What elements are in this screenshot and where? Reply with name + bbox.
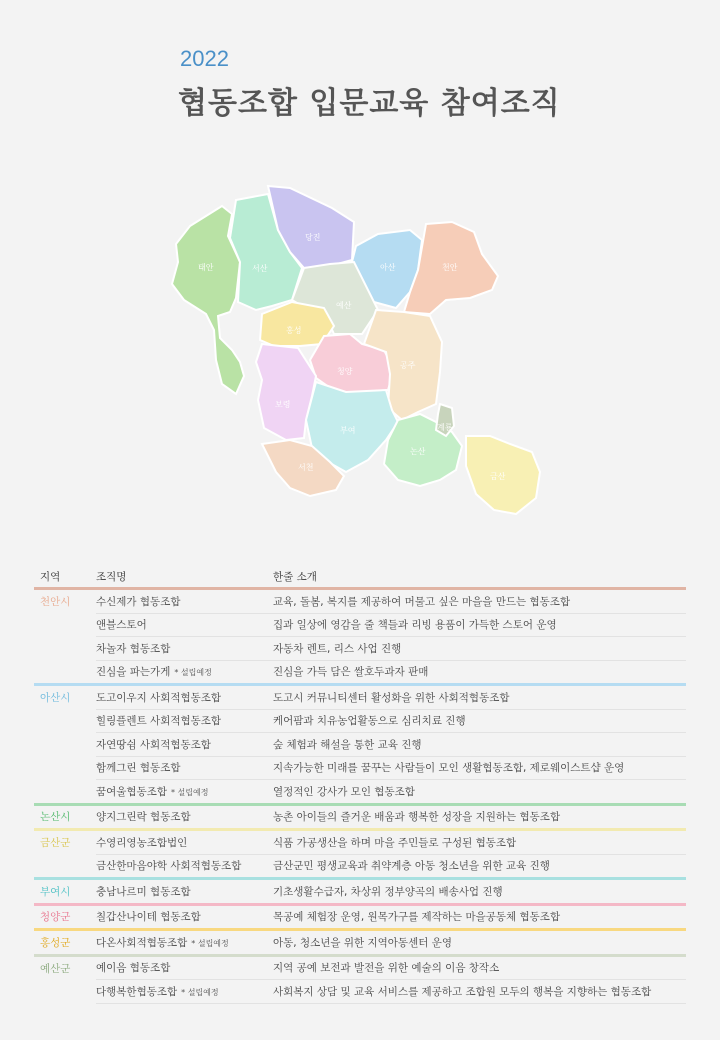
table-row bbox=[34, 854, 686, 879]
org-cell bbox=[96, 980, 273, 1004]
org-name: 힐링플렌트 사회적협동조합 bbox=[96, 715, 222, 728]
table-row bbox=[34, 660, 686, 685]
region-cell bbox=[34, 709, 96, 733]
org-name: 충남나르미 협동조합 bbox=[96, 885, 191, 898]
map-label-geumsan: 금산 bbox=[490, 472, 506, 481]
page-title: 협동조합 입문교육 참여조직 bbox=[178, 86, 561, 121]
table-body bbox=[34, 589, 686, 1004]
desc-cell: 교육, 돌봄, 복지를 제공하여 머물고 싶은 마을을 만드는 협동조합 bbox=[273, 589, 686, 614]
org-name: 금산한마음야학 사회적협동조합 bbox=[96, 860, 242, 873]
org-cell bbox=[96, 589, 273, 614]
map-label-cheonan: 천안 bbox=[442, 263, 458, 272]
table-row bbox=[34, 589, 686, 614]
desc-cell: 도고시 커뮤니티센터 활성화을 위한 사회적협동조합 bbox=[273, 685, 686, 710]
org-name: 수신제가 협동조합 bbox=[96, 595, 181, 608]
desc-cell: 지속가능한 미래를 꿈꾸는 사람들이 모인 생활협동조합, 제로웨이스트샵 운영 bbox=[273, 756, 686, 780]
region-cell: 홍성군 bbox=[34, 930, 96, 956]
org-cell bbox=[96, 830, 273, 855]
table-row bbox=[34, 709, 686, 733]
desc-cell: 숲 체험과 해설을 통한 교육 진행 bbox=[273, 733, 686, 757]
org-name: 칠갑산나이테 협동조합 bbox=[96, 911, 201, 924]
planned-note: * 설립예정 bbox=[174, 668, 212, 678]
org-name: 진심을 파는가게 bbox=[96, 666, 171, 679]
region-cell: 부여시 bbox=[34, 879, 96, 905]
region-cell: 천안시 bbox=[34, 589, 96, 614]
org-table bbox=[34, 565, 686, 1004]
desc-cell: 식품 가공생산을 하며 마을 주민들로 구성된 협동조합 bbox=[273, 830, 686, 855]
org-name: 양지그린락 협동조합 bbox=[96, 811, 191, 824]
planned-note: * 설립예정 bbox=[191, 938, 229, 948]
org-cell bbox=[96, 613, 273, 637]
table-row bbox=[34, 637, 686, 661]
org-cell bbox=[96, 804, 273, 830]
map-label-taean: 태안 bbox=[198, 263, 214, 272]
region-cell bbox=[34, 854, 96, 879]
desc-cell: 농촌 아이들의 즐거운 배움과 행복한 성장을 지원하는 협동조합 bbox=[273, 804, 686, 830]
map-label-yesan: 예산 bbox=[336, 301, 352, 310]
region-cell bbox=[34, 733, 96, 757]
desc-cell: 아동, 청소년을 위한 지역아동센터 운영 bbox=[273, 930, 686, 956]
region-cell bbox=[34, 780, 96, 805]
table-row bbox=[34, 980, 686, 1004]
org-cell bbox=[96, 637, 273, 661]
table-row bbox=[34, 830, 686, 855]
org-cell bbox=[96, 955, 273, 980]
map-label-seocheon: 서천 bbox=[298, 463, 314, 472]
table-row bbox=[34, 879, 686, 905]
org-name: 앤블스토어 bbox=[96, 619, 147, 632]
map-label-asan: 아산 bbox=[380, 263, 396, 272]
org-cell bbox=[96, 879, 273, 905]
map-label-gyeryong: 계룡 bbox=[437, 423, 453, 432]
map-label-gongju: 공주 bbox=[400, 361, 416, 370]
org-cell bbox=[96, 930, 273, 956]
map-label-boryeong: 보령 bbox=[275, 400, 291, 409]
year-label: 2022 bbox=[180, 46, 229, 71]
org-cell bbox=[96, 756, 273, 780]
org-name: 다온사회적협동조합 bbox=[96, 936, 188, 949]
region-cell: 금산군 bbox=[34, 830, 96, 855]
org-name: 예이음 협동조합 bbox=[96, 962, 171, 975]
table-row bbox=[34, 613, 686, 637]
desc-cell: 지역 공예 보전과 발전을 위한 예술의 이음 창작소 bbox=[273, 955, 686, 980]
desc-cell: 케어팜과 치유농업활동으로 심리치료 진행 bbox=[273, 709, 686, 733]
map-label-cheongyang: 청양 bbox=[337, 367, 353, 376]
desc-cell: 사회복지 상담 및 교육 서비스를 제공하고 조합원 모두의 행복을 지향하는 협동조합 bbox=[273, 980, 686, 1004]
org-cell bbox=[96, 780, 273, 805]
table-row bbox=[34, 930, 686, 956]
region-cell: 청양군 bbox=[34, 904, 96, 930]
desc-cell: 진심을 가득 담은 쌀호두과자 판매 bbox=[273, 660, 686, 685]
header-desc: 한줄 소개 bbox=[273, 570, 317, 583]
org-name: 도고이우지 사회적협동조합 bbox=[96, 691, 222, 704]
desc-cell: 목공예 체험장 운영, 원목가구를 제작하는 마을공동체 협동조합 bbox=[273, 904, 686, 930]
region-cell bbox=[34, 756, 96, 780]
org-name: 차놀자 협동조합 bbox=[96, 642, 171, 655]
table-row bbox=[34, 804, 686, 830]
table-row bbox=[34, 780, 686, 805]
table-row bbox=[34, 756, 686, 780]
region-cell bbox=[34, 660, 96, 685]
org-cell bbox=[96, 904, 273, 930]
planned-note: * 설립예정 bbox=[171, 787, 209, 797]
table-row bbox=[34, 733, 686, 757]
region-cell bbox=[34, 637, 96, 661]
region-cell: 아산시 bbox=[34, 685, 96, 710]
desc-cell: 금산군민 평생교육과 취약계층 아동 청소년을 위한 교육 진행 bbox=[273, 854, 686, 879]
table-row bbox=[34, 685, 686, 710]
region-cell bbox=[34, 613, 96, 637]
planned-note: * 설립예정 bbox=[181, 987, 219, 997]
desc-cell: 기초생활수급자, 차상위 정부양곡의 배송사업 진행 bbox=[273, 879, 686, 905]
org-name: 자연땅쉼 사회적협동조합 bbox=[96, 738, 211, 751]
table-row bbox=[34, 904, 686, 930]
org-cell bbox=[96, 685, 273, 710]
org-cell bbox=[96, 709, 273, 733]
region-cell: 논산시 bbox=[34, 804, 96, 830]
map-label-nonsan: 논산 bbox=[410, 447, 426, 456]
region-cell: 예산군 bbox=[34, 955, 96, 980]
header-region: 지역 bbox=[40, 570, 61, 583]
desc-cell: 자동차 렌트, 리스 사업 진행 bbox=[273, 637, 686, 661]
map-label-seosan: 서산 bbox=[252, 264, 268, 273]
region-cell bbox=[34, 980, 96, 1004]
header-org: 조직명 bbox=[96, 570, 127, 583]
desc-cell: 열정적인 강사가 모인 협동조합 bbox=[273, 780, 686, 805]
desc-cell: 집과 일상에 영감을 줄 책들과 리빙 용품이 가득한 스토어 운영 bbox=[273, 613, 686, 637]
org-cell bbox=[96, 660, 273, 685]
table-row bbox=[34, 955, 686, 980]
org-cell bbox=[96, 733, 273, 757]
org-name: 함께그린 협동조합 bbox=[96, 762, 181, 775]
org-name: 수영리영농조합법인 bbox=[96, 836, 188, 849]
map-label-hongseong: 홍성 bbox=[286, 326, 302, 335]
map-label-dangjin: 당진 bbox=[305, 233, 321, 242]
map-label-buyeo: 부여 bbox=[340, 426, 356, 435]
org-name: 꿈여울협동조합 bbox=[96, 785, 168, 798]
org-name: 다행복한협동조합 bbox=[96, 985, 178, 998]
org-cell bbox=[96, 854, 273, 879]
